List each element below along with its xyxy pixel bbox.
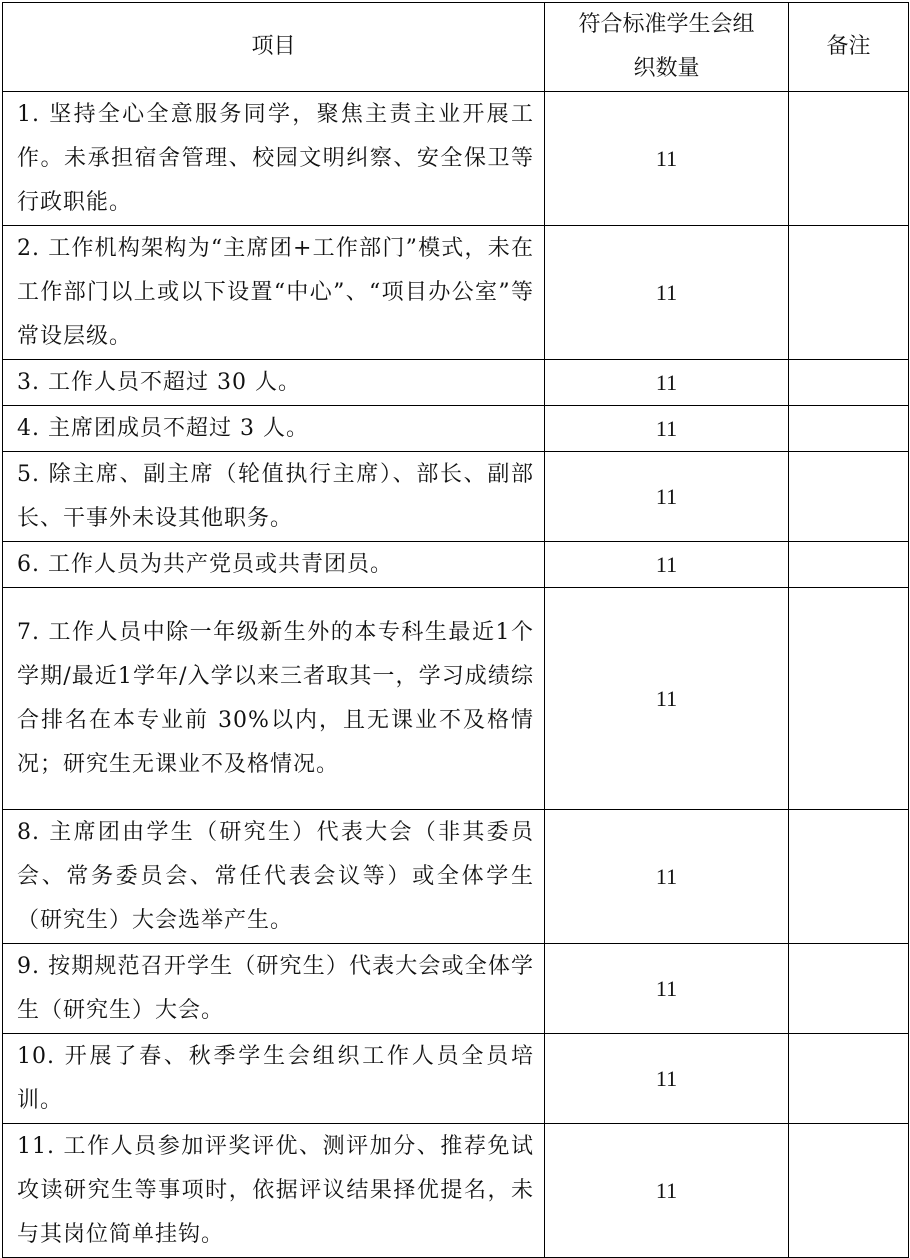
note-cell (789, 1124, 909, 1258)
count-cell: 11 (545, 360, 789, 406)
count-cell: 11 (545, 810, 789, 944)
table-row (3, 406, 909, 452)
count-cell: 11 (545, 452, 789, 542)
header-note: 备注 (789, 3, 909, 92)
item-cell (3, 452, 545, 542)
item-text: 3. 工作人员不超过 30 人。 (17, 369, 301, 395)
item-cell (3, 92, 545, 226)
header-item: 项目 (3, 3, 545, 92)
table-row (3, 944, 909, 1034)
count-cell: 11 (545, 1124, 789, 1258)
table-row (3, 588, 909, 810)
item-text: 5. 除主席、副主席（轮值执行主席）、部长、副部长、干事外未设其他职务。 (17, 461, 534, 531)
table-row (3, 226, 909, 360)
item-text: 7. 工作人员中除一年级新生外的本专科生最近1个学期/最近1学年/入学以来三者取其一，学习成绩综合排名在本专业前 30%以内，且无课业不及格情况；研究生无课业不及格情况。 (17, 619, 534, 777)
note-cell (789, 452, 909, 542)
item-text: 10. 开展了春、秋季学生会组织工作人员全员培训。 (17, 1043, 534, 1113)
item-cell (3, 944, 545, 1034)
item-cell (3, 226, 545, 360)
count-cell: 11 (545, 944, 789, 1034)
count-cell: 11 (545, 406, 789, 452)
table-header-row (3, 3, 909, 92)
item-cell (3, 406, 545, 452)
standards-table (2, 2, 909, 1258)
note-cell (789, 810, 909, 944)
count-cell: 11 (545, 588, 789, 810)
table-row (3, 360, 909, 406)
note-cell (789, 542, 909, 588)
item-text: 4. 主席团成员不超过 3 人。 (17, 415, 309, 441)
note-cell (789, 92, 909, 226)
item-cell (3, 542, 545, 588)
item-cell (3, 1124, 545, 1258)
table-row (3, 810, 909, 944)
item-text: 9. 按期规范召开学生（研究生）代表大会或全体学生（研究生）大会。 (17, 953, 534, 1023)
header-count (545, 3, 789, 92)
note-cell (789, 226, 909, 360)
table-row (3, 452, 909, 542)
table-row (3, 542, 909, 588)
table-row (3, 1034, 909, 1124)
item-cell (3, 360, 545, 406)
count-cell: 11 (545, 226, 789, 360)
item-text: 1. 坚持全心全意服务同学，聚焦主责主业开展工作。未承担宿舍管理、校园文明纠察、安全保卫等行政职能。 (17, 101, 534, 215)
item-text: 11. 工作人员参加评奖评优、测评加分、推荐免试攻读研究生等事项时，依据评议结果择优提名，未与其岗位简单挂钩。 (17, 1133, 534, 1247)
item-cell (3, 810, 545, 944)
header-count-label: 符合标准学生会组织数量 (578, 12, 755, 81)
note-cell (789, 944, 909, 1034)
note-cell (789, 1034, 909, 1124)
note-cell (789, 406, 909, 452)
count-cell: 11 (545, 542, 789, 588)
count-cell: 11 (545, 1034, 789, 1124)
item-cell (3, 588, 545, 810)
item-text: 2. 工作机构架构为“主席团+工作部门”模式，未在工作部门以上或以下设置“中心”、“项目办公室”等常设层级。 (17, 235, 534, 349)
note-cell (789, 360, 909, 406)
item-text: 6. 工作人员为共产党员或共青团员。 (17, 551, 393, 577)
table-row (3, 1124, 909, 1258)
item-cell (3, 1034, 545, 1124)
count-cell: 11 (545, 92, 789, 226)
table-row (3, 92, 909, 226)
note-cell (789, 588, 909, 810)
item-text: 8. 主席团由学生（研究生）代表大会（非其委员会、常务委员会、常任代表会议等）或全体学生（研究生）大会选举产生。 (17, 819, 534, 933)
